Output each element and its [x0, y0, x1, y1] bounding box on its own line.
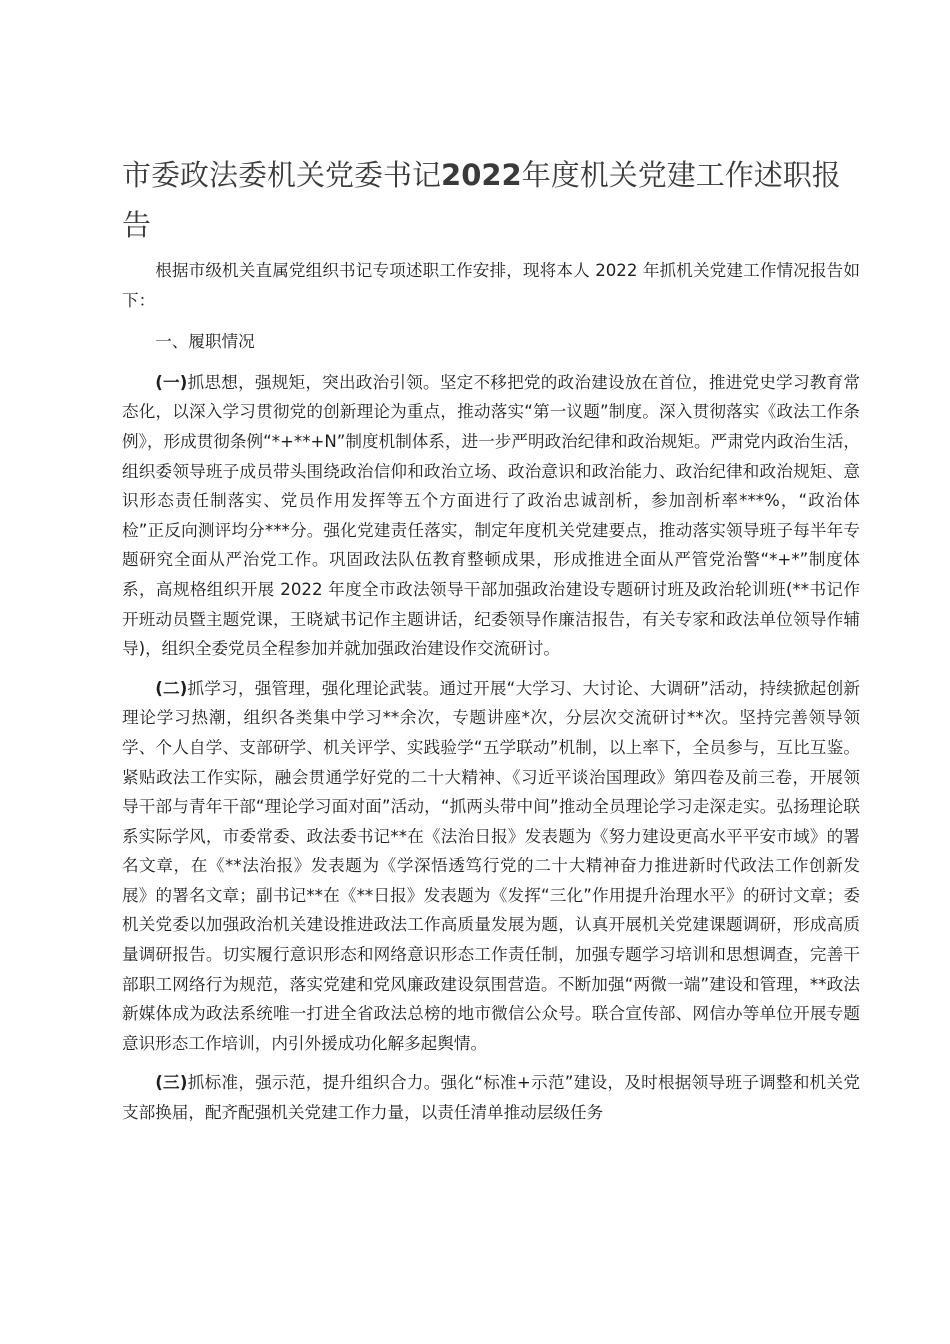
intro-paragraph: 根据市级机关直属党组织书记专项述职工作安排，现将本人 2022 年抓机关党建工作情况报告如下： — [122, 261, 860, 310]
title-part-2: 年度机关党建工作述职报告 — [122, 158, 841, 242]
paragraph-1-lead: (一) — [155, 372, 188, 392]
paragraph-1 — [122, 368, 860, 664]
title-part-1: 市委政法委机关党委书记 — [122, 158, 442, 192]
paragraph-3 — [122, 1068, 860, 1127]
paragraph-3-text: 抓标准，强示范，提升组织合力。强化“标准+示范”建设，及时根据领导班子调整和机关党支部换届，配齐配强机关党建工作力量，以责任清单推动层级任务 — [122, 1073, 860, 1123]
title-year: 2022 — [441, 158, 522, 192]
document-title — [122, 150, 842, 250]
paragraph-1-text: 抓思想，强规矩，突出政治引领。坚定不移把党的政治建设放在首位，推进党史学习教育常态化，以深入学习贯彻党的创新理论为重点，推动落实“第一议题”制度。深入贯彻落实《政法工作条例》，形成贯彻条例“*+**+N”制度机制体系，进一步严明政治纪律和政治规矩。严肃党内政治生活，组织委领导班子成员带头围绕政治信仰和政治立场、政治意识和政治能力、政治纪律和政治规矩、意识形态责任制落实、党员作用发挥等五个方面进行了政治忠诚剖析，参加剖析率***%，“政治体检”正反向测评均分***分。强化党建责任落实，制定年度机关党建要点，推动落实领导班子每半年专题研究全面从严治党工作。巩固政法队伍教育整顿成果，形成推进全面从严管党治警“*+*”制度体系，高规格组织开展 2022 年度全市政法领导干部加强政治建设专题研讨班及政治轮训班(**书记作开班动员暨主题党课，王晓斌书记作主题讲话，纪委领导作廉洁报告，有关专家和政法单位领导作辅导)，组织全委党员全程参加并就加强政治建设作交流研讨。 — [122, 372, 861, 659]
paragraph-2-text: 抓学习，强管理，强化理论武装。通过开展“大学习、大讨论、大调研”活动，持续掀起创新理论学习热潮，组织各类集中学习**余次，专题讲座*次，分层次交流研讨**次。坚持完善领导领学、个人自学、支部研学、机关评学、实践验学“五学联动”机制，以上率下，全员参与，互比互鉴。紧贴政法工作实际，融会贯通学好党的二十大精神、《习近平谈治国理政》第四卷及前三卷，开展领导干部与青年干部“理论学习面对面”活动，“抓两头带中间”推动全员理论学习走深走实。弘扬理论联系实际学风，市委常委、政法委书记**在《法治日报》发表题为《努力建设更高水平平安市域》的署名文章，在《**法治报》发表题为《学深悟透笃行党的二十大精神奋力推进新时代政法工作创新发展》的署名文章；副书记**在《**日报》发表题为《发挥“三化”作用提升治理水平》的研讨文章；委机关党委以加强政治机关建设推进政法工作高质量发展为题，认真开展机关党建课题调研，形成高质量调研报告。切实履行意识形态和网络意识形态工作责任制，加强专题学习培训和思想调查，完善干部职工网络行为规范，落实党建和党风廉政建设氛围营造。不断加强“两微一端”建设和管理，**政法新媒体成为政法系统唯一打进全省政法总榜的地市微信公众号。联合宣传部、网信办等单位开展专题意识形态工作培训，内引外援成功化解多起舆情。 — [122, 678, 860, 1053]
section-heading: 一、履职情况 — [155, 332, 255, 352]
paragraph-2 — [122, 674, 860, 1059]
paragraph-3-lead: (三) — [155, 1073, 188, 1093]
paragraph-2-lead: (二) — [155, 678, 188, 698]
document-body — [122, 256, 860, 1138]
